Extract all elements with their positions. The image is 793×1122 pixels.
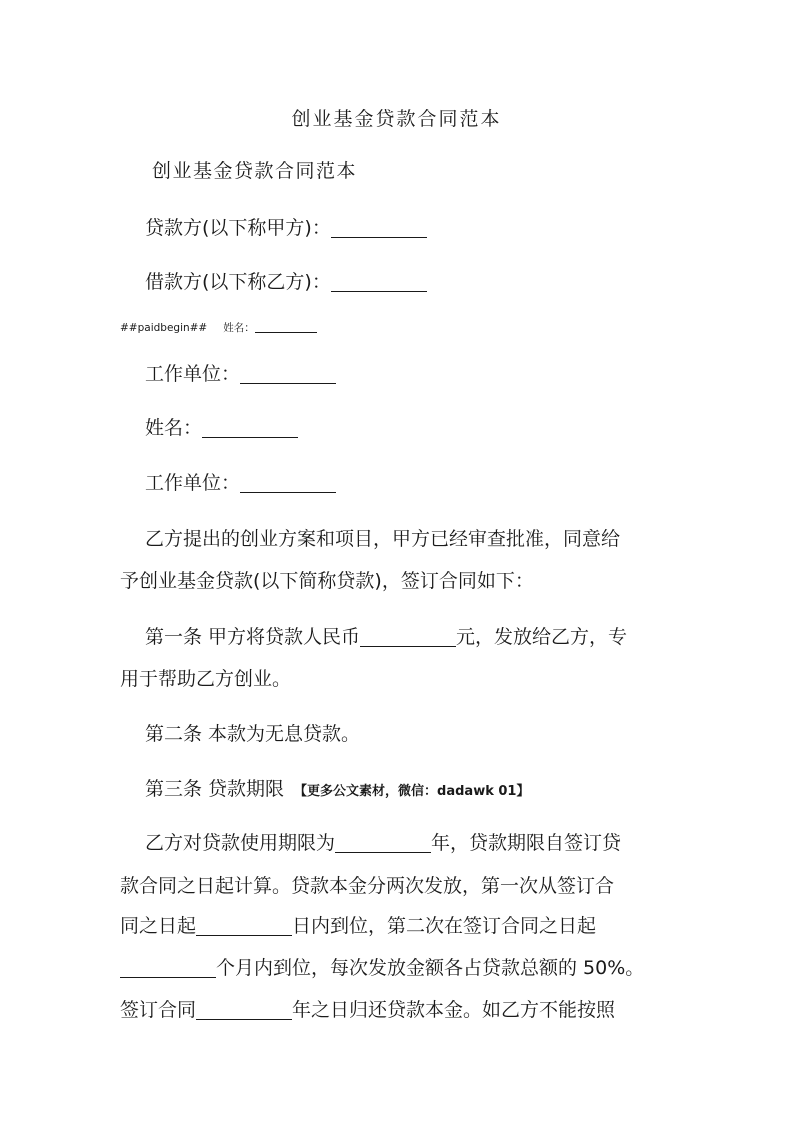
article3-heading: 第三条 贷款期限 (145, 778, 285, 800)
term-line-5-a: 签订合同 (120, 999, 197, 1021)
article2-line: 第二条 本款为无息贷款。 (145, 723, 361, 745)
name-line (120, 410, 701, 447)
article1-part-a: 第一条 甲方将贷款人民币 (145, 626, 361, 648)
article1-line-1 (120, 619, 701, 656)
term-months-blank (120, 957, 216, 978)
term-line-5-b: 年之日归还贷款本金。如乙方不能按照 (292, 999, 616, 1021)
document-title: 创业基金贷款合同范本 (291, 108, 502, 130)
work-unit-line-1 (120, 356, 701, 393)
borrower-line (120, 264, 701, 301)
term-line-3 (120, 908, 676, 945)
intro-line-2: 予创业基金贷款(以下简称贷款)，签订合同如下： (120, 570, 534, 592)
name-label: 姓名： (145, 417, 203, 439)
borrower-blank (331, 271, 427, 292)
term-line-3-a: 同之日起 (120, 915, 197, 937)
work-unit-label-2: 工作单位： (145, 472, 241, 494)
lender-blank (331, 217, 427, 238)
borrower-label: 借款方(以下称乙方)： (145, 271, 331, 293)
article1-amount-blank (360, 626, 456, 647)
lender-line (120, 210, 701, 247)
name-blank (202, 417, 298, 438)
term-line-5 (120, 992, 676, 1029)
article3-note: 【更多公文素材，微信：dadawk 01】 (294, 784, 530, 799)
marker-name-blank (255, 322, 317, 333)
term-line-2: 款合同之日起计算。贷款本金分两次发放，第一次从签订合 (120, 875, 615, 897)
term-line-3-b: 日内到位，第二次在签订合同之日起 (292, 915, 597, 937)
term-years-blank (335, 832, 431, 853)
article1-line-2: 用于帮助乙方创业。 (120, 668, 292, 690)
paid-marker: ##paidbegin## (120, 322, 208, 334)
term-repay-blank (196, 999, 292, 1020)
intro-line-1: 乙方提出的创业方案和项目，甲方已经审查批准，同意给 (145, 528, 621, 550)
term-line-1-b: 年，贷款期限自签订贷 (431, 832, 622, 854)
term-line-4-b: 个月内到位，每次发放金额各占贷款总额的 50%。 (216, 957, 645, 979)
document-subtitle: 创业基金贷款合同范本 (152, 160, 358, 182)
term-line-1-a: 乙方对贷款使用期限为 (145, 832, 336, 854)
marker-name-label: 姓名： (223, 322, 255, 334)
term-line-4 (120, 950, 676, 987)
article3-line (120, 771, 701, 810)
work-unit-blank-1 (240, 363, 336, 384)
work-unit-blank-2 (240, 472, 336, 493)
term-days-blank (196, 915, 292, 936)
paid-marker-line (120, 320, 317, 335)
work-unit-line-2 (120, 465, 701, 502)
term-line-1 (120, 825, 701, 862)
article1-part-b: 元，发放给乙方，专 (456, 626, 628, 648)
work-unit-label-1: 工作单位： (145, 363, 241, 385)
lender-label: 贷款方(以下称甲方)： (145, 217, 331, 239)
